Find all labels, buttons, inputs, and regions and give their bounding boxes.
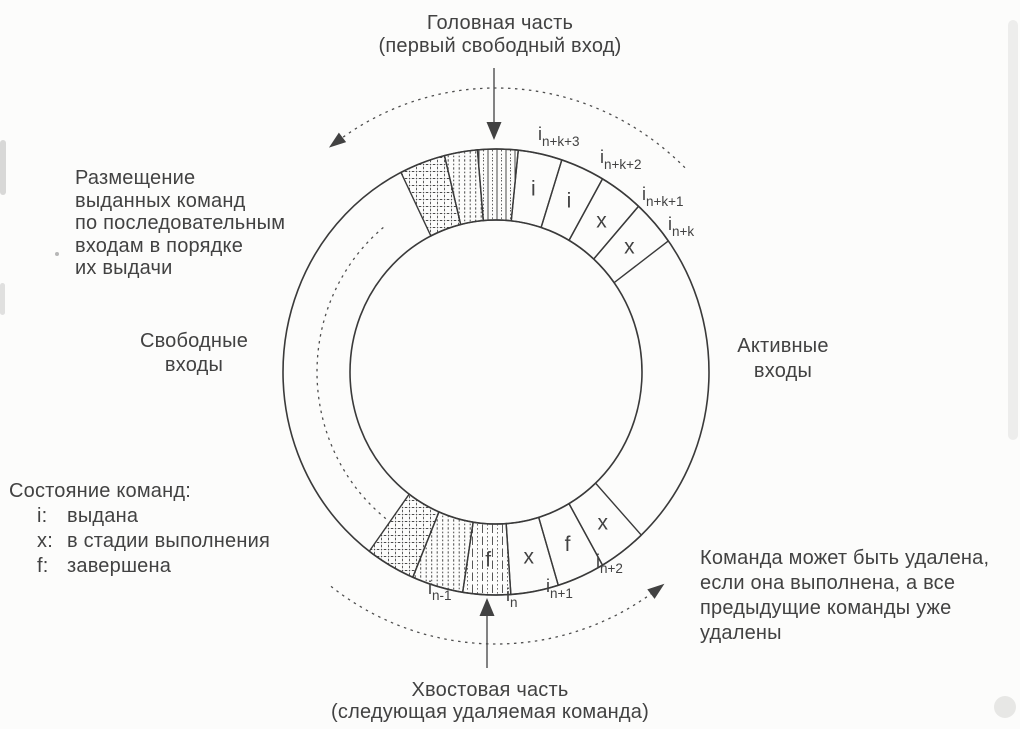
entry-index-label: $i_{n+k+1}$ [642, 184, 684, 209]
legend-desc: в стадии выполнения [67, 530, 271, 552]
legend-item [9, 554, 299, 579]
state-legend-title: Состояние команд: [9, 480, 191, 502]
entry-state-letter: x [597, 511, 609, 535]
entry-state-letter: i [566, 189, 572, 213]
entry-index-label: $i_{n+k+2}$ [600, 147, 642, 172]
head-pointer-arrow-head [487, 122, 502, 140]
entry-state-letter: i [530, 177, 536, 201]
legend-item [9, 529, 299, 554]
placement-note [75, 167, 335, 280]
active-entries-line2: входы [753, 360, 813, 382]
entry-state-letter: x [596, 209, 607, 233]
buffer-entry-segment [539, 504, 603, 586]
tail-label-line1: Хвостовая часть [411, 679, 569, 701]
buffer-entry-segment [541, 160, 602, 240]
removal-note-line: Команда может быть удалена, [700, 547, 990, 569]
free-entries-line2: входы [164, 354, 224, 376]
free-entries-label [119, 329, 269, 377]
head-label-line1: Головная часть [426, 12, 574, 34]
legend-key: x: [37, 530, 53, 552]
entry-index-label: $i_n$ [506, 585, 518, 610]
removal-note-line: предыдущие команды уже [700, 597, 952, 619]
active-entries-label [733, 334, 833, 384]
tail-pointer-arrow-head [480, 598, 495, 616]
placement-note-line: входам в порядке [75, 234, 244, 257]
placement-note-line: их выдачи [75, 257, 173, 279]
tail-label [270, 679, 710, 723]
removal-note [700, 546, 1020, 646]
head-label [330, 12, 670, 58]
entry-index-label: $i_{n+k}$ [668, 214, 695, 239]
ring-inner-circle [350, 220, 642, 524]
tail-label-line2: (следующая удаляемая команда) [331, 701, 649, 723]
state-legend [9, 479, 299, 579]
removal-note-line: удалены [700, 622, 782, 644]
entry-index-label: $i_{n-1}$ [428, 578, 452, 603]
entry-index-label: $i_{n+1}$ [546, 576, 573, 601]
free-entries-line1: Свободные [139, 330, 249, 352]
removal-note-line: если она выполнена, а все [700, 572, 956, 594]
entry-state-letter: x [523, 545, 534, 569]
buffer-entry-segment [511, 150, 562, 227]
legend-key: i: [37, 505, 48, 527]
head-label-line2: (первый свободный вход) [378, 35, 622, 57]
legend-item [9, 504, 299, 529]
placement-note-line: Размещение [75, 167, 196, 189]
entry-index-label: $i_{n+2}$ [596, 551, 623, 576]
placement-note-line: выданных команд [75, 189, 246, 212]
placement-note-line: по последовательным [75, 212, 286, 234]
entry-state-letter: f [564, 532, 571, 556]
entry-state-letter: x [624, 235, 635, 259]
legend-desc: завершена [67, 555, 172, 577]
legend-desc: выдана [67, 505, 139, 527]
legend-key: f: [37, 555, 49, 577]
active-entries-line1: Активные [737, 335, 829, 357]
issue-direction-arc-top-arrowhead [329, 133, 346, 148]
entry-state-letter: f [485, 548, 492, 572]
retire-direction-arc-bottom-arrowhead [647, 584, 664, 599]
entry-index-label: $i_{n+k+3}$ [538, 124, 580, 149]
